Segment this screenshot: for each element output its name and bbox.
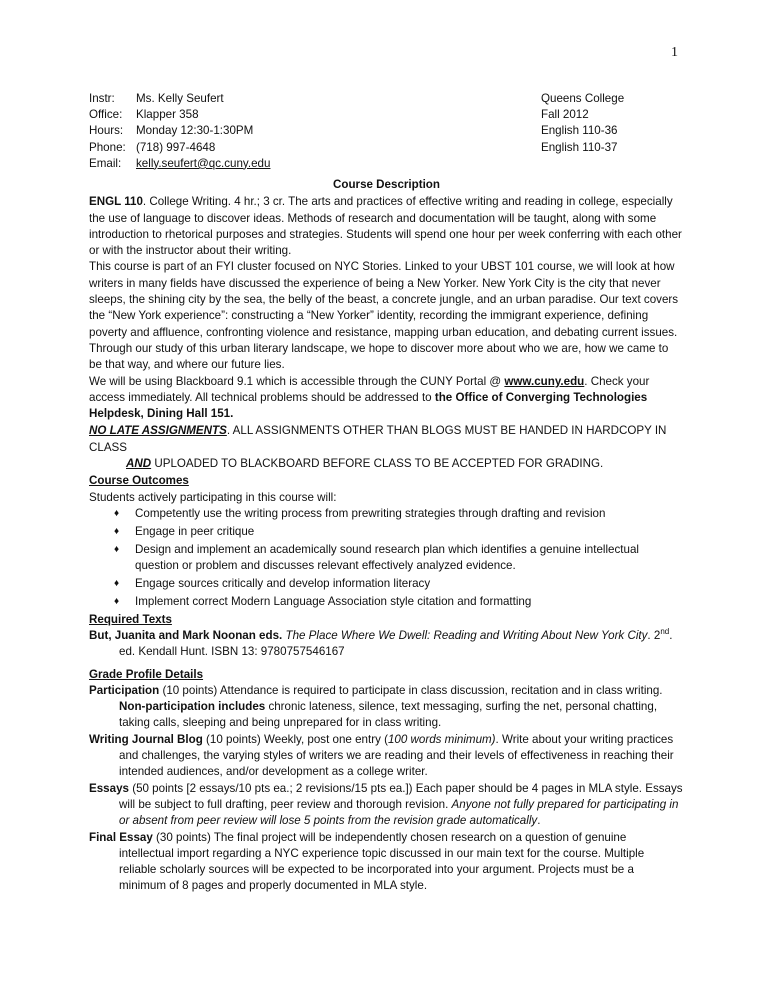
course-header (89, 91, 689, 172)
diamond-bullet-icon: ♦ (114, 595, 120, 607)
header-right (541, 156, 681, 172)
blog-label: Writing Journal Blog (89, 732, 203, 746)
diamond-bullet-icon: ♦ (114, 507, 120, 519)
blog-text: (10 points) Weekly, post one entry ( (202, 732, 388, 746)
diamond-bullet-icon: ♦ (114, 577, 120, 589)
diamond-bullet-icon: ♦ (114, 543, 120, 555)
grade-profile-heading: Grade Profile Details (89, 667, 204, 681)
header-label: Hours: (89, 124, 124, 138)
header-right: English 110-37 (541, 140, 618, 154)
outcome-text: Engage sources critically and develop information literacy (135, 576, 431, 590)
participation-text-2: chronic lateness, silence, text messaging, surfing the net, personal chatting, taking calls, sleeping and being unprepared for in class writing. (119, 700, 658, 730)
blog-minimum: 100 words minimum) (387, 732, 496, 746)
final-essay-item (89, 830, 684, 895)
final-essay-text: (30 points) The final project will be independently chosen research on a question of genuine intellectual import regarding a NYC experience topic discussed in our main text for the course. Multiple reliable scholarly sources will be expected to be incorporated into your argument. Projects must be a minimum of 8 pages and properly documented in MLA style. (119, 830, 645, 893)
header-value: Ms. Kelly Seufert (136, 92, 224, 105)
required-text-citation (89, 628, 684, 661)
blackboard-paragraph (89, 374, 684, 423)
late-policy-text: . ALL ASSIGNMENTS OTHER THAN BLOGS MUST BE HANDED IN HARDCOPY IN CLASS (89, 424, 667, 454)
blog-text-2: . Write about your writing practices and challenges, the varying styles of writers we are reading and their levels of effectiveness in reaching their intended audiences, and/or development as a college writer. (119, 732, 674, 779)
header-label: Email: (89, 156, 122, 170)
course-code: ENGL 110 (89, 195, 143, 209)
course-description-text: . College Writing. 4 hr.; 3 cr. The arts and practices of effective writing and reading in college, especially the use of language to discover ideas. Methods of research and documentation will be taught, along with some introduction to rhetorical purposes and strategies. Students will spend one hour per week conferring with each other or with the instructor about their writing. (89, 195, 682, 258)
header-row-instructor (89, 91, 689, 107)
blackboard-text: We will be using Blackboard 9.1 which is accessible through the CUNY Portal @ (89, 374, 505, 388)
course-description-heading: Course Description (333, 178, 440, 191)
header-value: Klapper 358 (136, 108, 199, 122)
outcome-text: Design and implement an academically sound research plan which identifies a genuine intellectual question or problem and discusses relevant effectively analyzed evidence. (135, 542, 639, 573)
outcome-text: Competently use the writing process from prewriting strategies through drafting and revision (135, 506, 606, 520)
list-item (89, 576, 684, 592)
header-row-email (89, 156, 689, 172)
essays-text: (50 points [2 essays/10 pts ea.; 2 revisions/15 pts ea.]) Each paper should be 4 pages in MLA style. Essays will be subject to full drafting, peer review and thorough revision. (119, 781, 683, 811)
late-policy-line2 (89, 456, 684, 472)
cuny-link[interactable]: www.cuny.edu (504, 374, 585, 388)
list-item (89, 542, 684, 575)
header-row-office (89, 107, 689, 123)
late-policy (89, 423, 684, 456)
book-title: The Place Where We Dwell: Reading and Writing About New York City (282, 628, 648, 642)
authors: But, Juanita and Mark Noonan eds. (89, 628, 283, 642)
list-item (89, 524, 684, 540)
header-label: Instr: (89, 92, 115, 105)
syllabus-body (89, 177, 684, 895)
outcome-text: Implement correct Modern Language Association style citation and formatting (135, 594, 532, 608)
late-policy-text-2: UPLOADED TO BLACKBOARD BEFORE CLASS TO BE ACCEPTED FOR GRADING. (151, 457, 604, 471)
header-row-phone (89, 140, 689, 156)
list-item (89, 594, 684, 610)
diamond-bullet-icon: ♦ (114, 525, 120, 537)
blackboard-text-2: . Check your access immediately. All technical problems should be addressed to (89, 374, 650, 404)
participation-item (89, 683, 684, 732)
header-value: (718) 997-4648 (136, 140, 216, 154)
header-value: Monday 12:30-1:30PM (136, 124, 254, 138)
header-right: Fall 2012 (541, 108, 589, 122)
helpdesk-text: the Office of Converging Technologies Helpdesk, Dining Hall 151. (89, 390, 648, 421)
and-label: AND (126, 457, 152, 471)
fyi-cluster-paragraph: This course is part of an FYI cluster focused on NYC Stories. Linked to your UBST 101 course, we will look at how writers in many fields have discussed the experience of being a New Yorker. New York City is the city that never sleeps, the shining city by the sea, the belly of the beast, a concrete jungle, and an urban paradise. Our text covers the “New York experience”: constructing a “New Yorker” identity, recording the immigrant experience, defining poverty and affluence, confronting violence and resistance, mapping urban education, and debating current issues. Through our study of this urban literary landscape, we hope to discover more about who we are, how we came to be that way, and where our future lies. (89, 260, 679, 372)
edition-suffix: nd (660, 627, 670, 637)
essays-item (89, 781, 684, 830)
header-right: Queens College (541, 92, 625, 105)
required-texts-heading: Required Texts (89, 612, 172, 626)
header-label: Phone: (89, 140, 126, 154)
essays-penalty: Anyone not fully prepared for participating in or absent from peer review will lose 5 points from the revision grade automatically (119, 797, 679, 828)
participation-label: Participation (89, 683, 160, 697)
no-late-label: NO LATE ASSIGNMENTS (89, 424, 227, 438)
header-label: Office: (89, 108, 123, 122)
header-row-hours (89, 123, 689, 139)
blog-item (89, 732, 684, 781)
outcome-text: Engage in peer critique (135, 524, 255, 538)
outcomes-intro: Students actively participating in this course will: (89, 490, 337, 504)
course-description-paragraph (89, 194, 684, 259)
essays-label: Essays (89, 781, 129, 795)
final-essay-label: Final Essay (89, 830, 153, 844)
non-participation-label: Non-participation includes (119, 700, 266, 714)
essays-text-2: . (537, 814, 541, 828)
email-link[interactable]: kelly.seufert@qc.cuny.edu (136, 156, 271, 170)
course-outcomes-heading: Course Outcomes (89, 474, 189, 488)
header-right: English 110-36 (541, 124, 618, 138)
page-number: 1 (671, 45, 678, 60)
outcomes-list (89, 506, 684, 610)
list-item (89, 506, 684, 522)
publisher-isbn: . ed. Kendall Hunt. ISBN 13: 9780757546167 (119, 628, 673, 659)
participation-text: (10 points) Attendance is required to participate in class discussion, recitation and in class writing. (159, 683, 663, 697)
edition-number: . 2 (647, 628, 661, 642)
